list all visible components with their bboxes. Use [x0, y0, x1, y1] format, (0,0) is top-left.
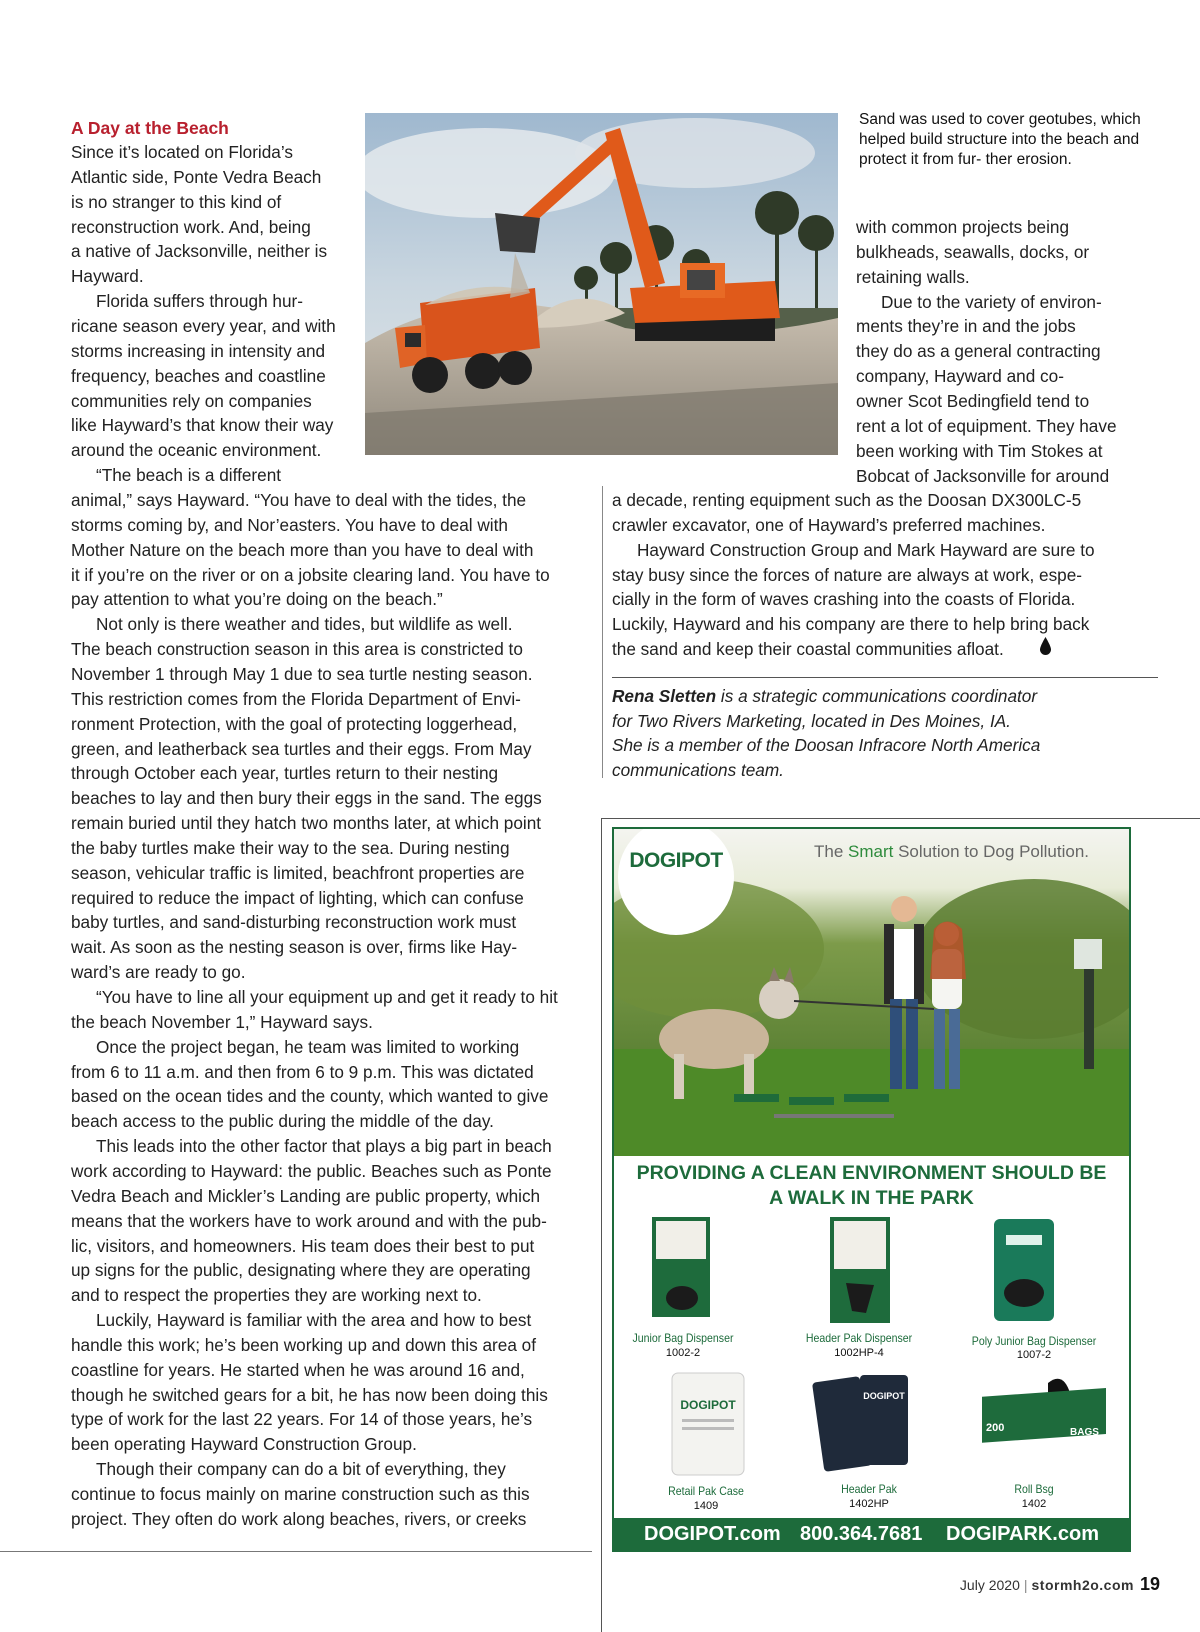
article-line: reconstruction work. And, being: [71, 216, 311, 237]
article-line: frequency, beaches and coastline: [71, 365, 326, 386]
article-line: season, vehicular traffic is limited, beachfront properties are: [71, 862, 525, 883]
product-name-retail-pak-case: Retail Pak Case: [668, 1484, 744, 1498]
article-line: coastline for years. He started when he was around 16 and,: [71, 1359, 525, 1380]
article-line: communities rely on companies: [71, 390, 312, 411]
dogipot-advertisement[interactable]: [612, 827, 1131, 1552]
product-code-retail-pak-case: 1409: [693, 1500, 719, 1512]
article-line: Hayward Construction Group and Mark Hayward are sure to: [637, 539, 1095, 560]
article-line: ward’s are ready to go.: [71, 962, 246, 983]
article-line: company, Hayward and co-: [856, 366, 1064, 387]
article-line: green, and leatherback sea turtles and their eggs. From May: [71, 738, 532, 759]
article-line: November 1 through May 1 due to sea turtle nesting season.: [71, 663, 533, 684]
article-line: remain buried until they hatch two months later, at which point: [71, 813, 542, 834]
ad-tagline-prefix: The: [814, 842, 849, 861]
article-line: Once the project began, he team was limited to working: [96, 1036, 520, 1057]
article-line: type of work for the last 22 years. For 14 of those years, he’s: [71, 1409, 533, 1430]
article-line: based on the ocean tides and the county, which wanted to give: [71, 1086, 549, 1107]
roll-bag-label: BAGS: [1070, 1427, 1099, 1438]
ad-frame-left: [601, 818, 602, 1632]
article-line: pay attention to what you’re doing on the beach.”: [71, 589, 443, 610]
product-name-header-pak-dispenser: Header Pak Dispenser: [805, 1331, 913, 1345]
article-line: This restriction comes from the Florida Department of Envi-: [71, 688, 521, 709]
photo-caption: Sand was used to cover geotubes, which helped build structure into the beach and protect it from fur- ther erosion.: [859, 111, 1141, 168]
article-line: from 6 to 11 a.m. and then from 6 to 9 p.m. This was dictated: [71, 1061, 534, 1082]
article-line: handle this work; he’s been working up and down this area of: [71, 1334, 536, 1355]
article-line: required to reduce the impact of lighting, which can confuse: [71, 887, 524, 908]
article-line: owner Scot Bedingfield tend to: [856, 390, 1090, 411]
ad-park-photo: [614, 829, 1129, 1156]
article-line: ronment Protection, with the goal of protecting loggerhead,: [71, 713, 518, 734]
product-code-header-pak: 1402HP: [849, 1498, 889, 1510]
article-line: “The beach is a different: [96, 465, 282, 486]
article-line: stay busy since the forces of nature are always at work, espe-: [612, 564, 1083, 585]
article-line: the baby turtles make their way to the sea. During nesting: [71, 837, 510, 858]
header-pak-icon: [810, 1369, 920, 1479]
product-code-poly-junior-bag-dispenser: 1007-2: [1016, 1349, 1052, 1361]
product-code-roll-bag: 1402: [1021, 1498, 1047, 1510]
article-line: Though their company can do a bit of everything, they: [96, 1459, 506, 1480]
article-line: with common projects being: [856, 217, 1070, 237]
article-line: bulkheads, seawalls, docks, or: [856, 241, 1090, 262]
article-line: Luckily, Hayward is familiar with the area and how to best: [96, 1310, 532, 1331]
article-line: it if you’re on the river or on a jobsite clearing land. You have to: [71, 564, 550, 585]
article-line: been operating Hayward Construction Group.: [71, 1434, 417, 1455]
article-line: crawler excavator, one of Hayward’s preferred machines.: [612, 514, 1046, 535]
ad-tagline-suffix: Solution to Dog Pollution.: [893, 842, 1089, 861]
article-line: continue to focus mainly on marine construction such as this: [71, 1484, 530, 1504]
ad-frame-top: [601, 818, 1200, 819]
product-code-header-pak-dispenser: 1002HP-4: [834, 1347, 884, 1359]
retail-pak-case-icon: [668, 1369, 748, 1479]
article-line: a decade, renting equipment such as the Doosan DX300LC-5: [612, 490, 1082, 510]
product-name-junior-bag-dispenser: Junior Bag Dispenser: [632, 1331, 734, 1345]
ad-headline-line-2: A WALK IN THE PARK: [769, 1187, 974, 1209]
ad-brand-logo: DOGIPOT: [629, 849, 723, 872]
article-line: storms increasing in intensity and: [71, 340, 326, 361]
roll-bag-count: 200: [986, 1422, 1005, 1434]
article-line: around the oceanic environment.: [71, 440, 322, 461]
article-line: the sand and keep their coastal communities afloat.: [612, 639, 1004, 660]
article-line: Vedra Beach and Mickler’s Landing are public property, which: [71, 1185, 541, 1206]
article-line: and to respect the properties they are working next to.: [71, 1285, 482, 1306]
svg-text:DOGIPOT: DOGIPOT: [680, 1398, 736, 1412]
article-line: the beach November 1,” Hayward says.: [71, 1011, 373, 1032]
roll-bag-box-icon: [978, 1373, 1113, 1453]
footer-website: stormh2o.com: [1031, 1577, 1134, 1593]
article-line: Bobcat of Jacksonville for around: [856, 465, 1110, 486]
article-line: is no stranger to this kind of: [71, 191, 282, 212]
article-line: beach access to the public during the middle of the day.: [71, 1111, 494, 1132]
article-line: they do as a general contracting: [856, 341, 1101, 362]
article-line: a native of Jacksonville, neither is: [71, 241, 328, 262]
article-line: Not only is there weather and tides, but wildlife as well.: [96, 614, 513, 635]
article-line: lic, visitors, and homeowners. His team does their best to put: [71, 1235, 535, 1256]
svg-text:DOGIPOT: DOGIPOT: [863, 1391, 905, 1401]
article-line: cially in the form of waves crashing into the coasts of Florida.: [612, 589, 1076, 610]
product-name-header-pak: Header Pak: [841, 1482, 897, 1496]
column-divider: [602, 486, 603, 778]
ad-phone-number[interactable]: 800.364.7681: [800, 1523, 923, 1545]
page-number: 19: [1139, 1574, 1160, 1594]
bio-line-3: She is a member of the Doosan Infracore North America: [612, 735, 1041, 755]
page-footer: July 2020 | stormh2o.com 19: [959, 1574, 1160, 1594]
article-line: up signs for the public, designating where they are operating: [71, 1260, 531, 1281]
article-line: retaining walls.: [856, 266, 970, 287]
article-line: animal,” says Hayward. “You have to deal with the tides, the: [71, 490, 527, 510]
svg-text:The Smart Solution to Dog Poll: [814, 842, 1089, 861]
article-line: ricane season every year, and with: [71, 315, 336, 336]
product-name-poly-junior-bag-dispenser: Poly Junior Bag Dispenser: [971, 1334, 1097, 1348]
article-line: Florida suffers through hur-: [96, 291, 303, 312]
article-line: rent a lot of equipment. They have: [856, 415, 1117, 436]
author-bio: [612, 684, 1172, 782]
ad-tagline-emph: Smart: [848, 842, 894, 861]
article-line: beaches to lay and then bury their eggs in the sand. The eggs: [71, 788, 542, 809]
article-line: storms coming by, and Nor’easters. You have to deal with: [71, 514, 508, 535]
ad-park-website-link[interactable]: DOGIPARK.com: [946, 1523, 1099, 1545]
author-name: Rena Sletten: [612, 686, 717, 706]
ad-website-link[interactable]: DOGIPOT.com: [644, 1523, 781, 1545]
article-line: wait. As soon as the nesting season is over, firms like Hay-: [71, 937, 518, 958]
article-line: been working with Tim Stokes at: [856, 440, 1103, 461]
article-line: Atlantic side, Ponte Vedra Beach: [71, 166, 322, 187]
article-line: work according to Hayward: the public. Beaches such as Ponte: [71, 1160, 552, 1181]
ad-contact-bar: [614, 1518, 1129, 1550]
ad-headline-line-1: PROVIDING A CLEAN ENVIRONMENT SHOULD BE: [636, 1162, 1107, 1184]
article-line: like Hayward’s that know their way: [71, 415, 334, 436]
product-name-roll-bag: Roll Bsg: [1014, 1482, 1054, 1496]
article-line: This leads into the other factor that plays a big part in beach: [96, 1136, 552, 1157]
article-line: ments they’re in and the jobs: [856, 316, 1076, 337]
article-line: though he switched gears for a bit, he has now been doing this: [71, 1384, 548, 1405]
article-line: means that the workers have to work around and with the pub-: [71, 1210, 547, 1231]
article-line: Mother Nature on the beach more than you have to deal with: [71, 539, 534, 560]
junior-bag-dispenser-icon: [648, 1213, 718, 1323]
article-line: through October each year, turtles return to their nesting: [71, 763, 499, 784]
ad-headline: [614, 1161, 1129, 1211]
bio-line-1: is a strategic communications coordinator: [716, 686, 1038, 706]
article-line: “You have to line all your equipment up and get it ready to hit: [96, 987, 558, 1007]
article-line: The beach construction season in this area is constricted to: [71, 639, 523, 660]
article-line: Since it’s located on Florida’s: [71, 142, 293, 162]
section-heading: A Day at the Beach: [71, 118, 229, 138]
article-line: project. They often do work along beaches, rivers, or creeks: [71, 1508, 527, 1529]
article-line: Luckily, Hayward and his company are there to help bring back: [612, 614, 1090, 635]
bio-line-4: communications team.: [612, 759, 784, 780]
bio-line-2: for Two Rivers Marketing, located in Des Moines, IA.: [612, 710, 1011, 731]
issue-date: July 2020: [959, 1577, 1020, 1593]
product-code-junior-bag-dispenser: 1002-2: [665, 1347, 701, 1359]
article-line: Due to the variety of environ-: [881, 291, 1102, 312]
poly-junior-bag-dispenser-icon: [986, 1215, 1066, 1325]
bio-divider: [612, 677, 1158, 678]
article-line: baby turtles, and sand-disturbing reconstruction work must: [71, 912, 517, 933]
beach-excavator-photo: [365, 113, 838, 455]
end-mark-icon: [1040, 637, 1051, 655]
article-line: Hayward.: [71, 266, 144, 287]
header-pak-dispenser-icon: [826, 1213, 896, 1328]
column-bottom-rule: [0, 1551, 592, 1552]
